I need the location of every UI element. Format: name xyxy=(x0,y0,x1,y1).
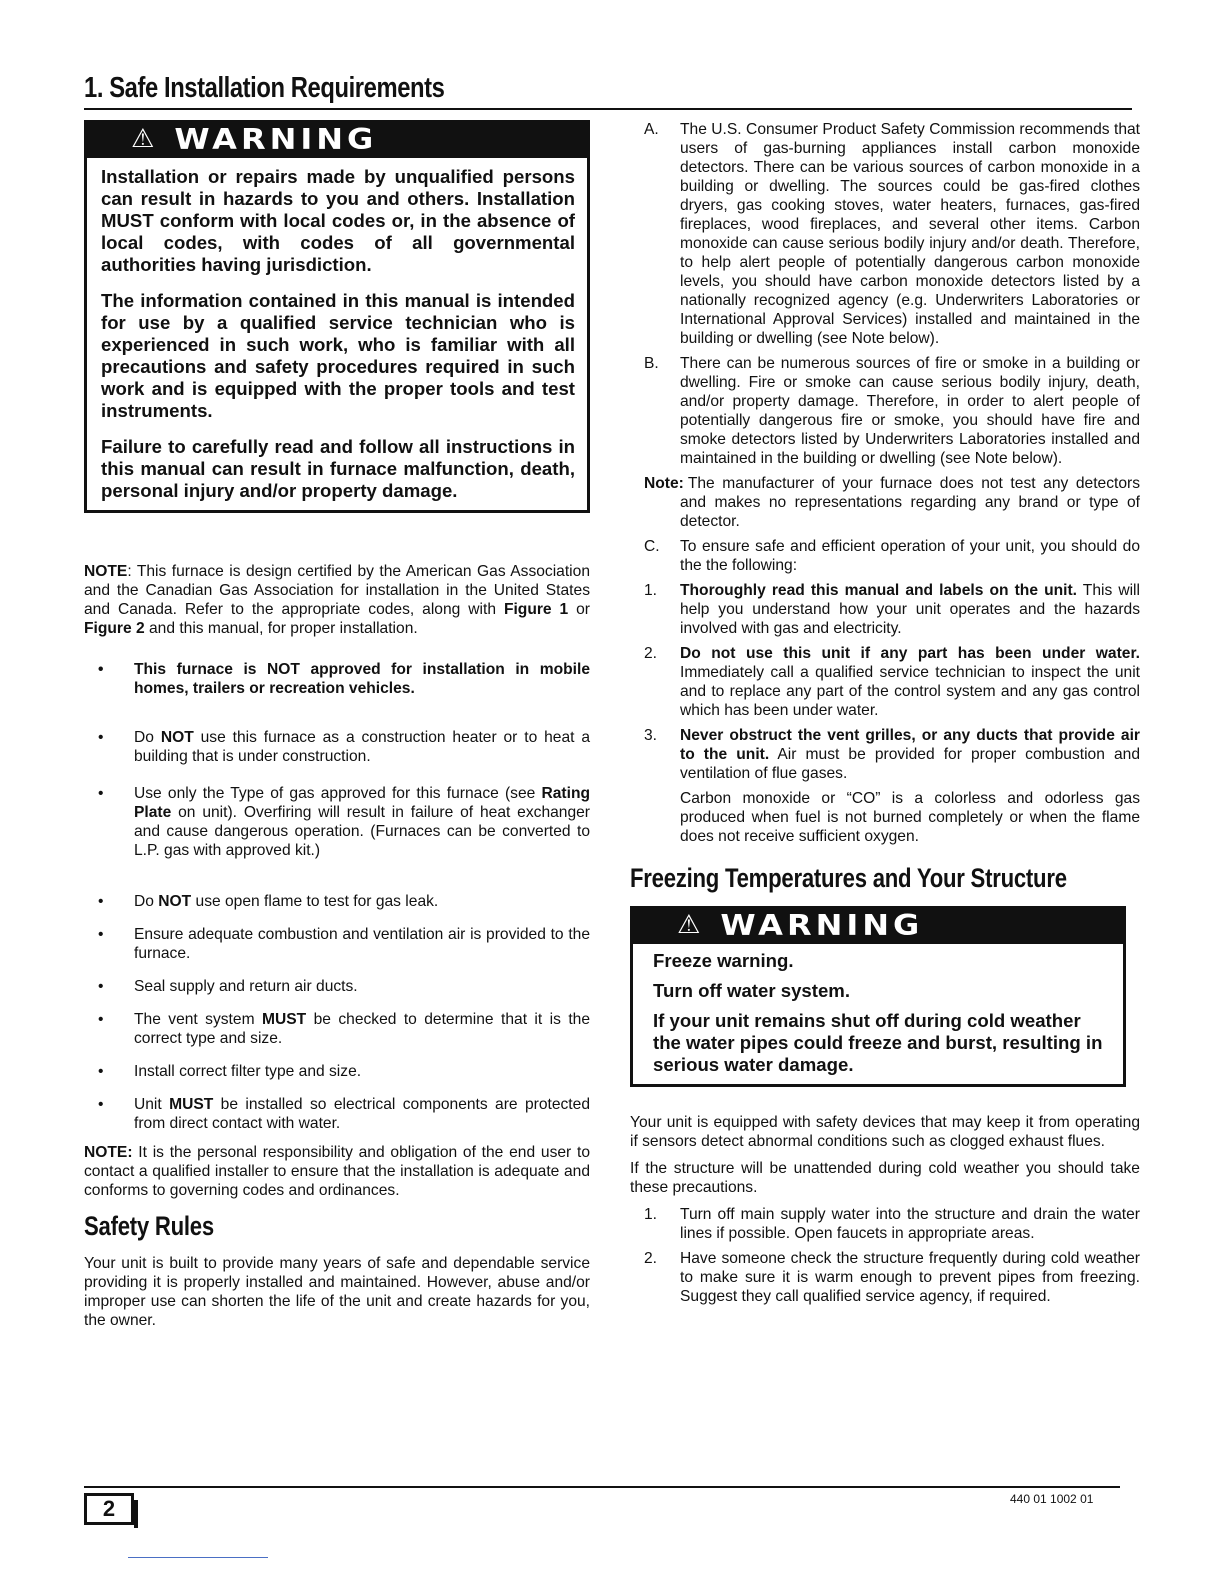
requirements-list xyxy=(84,660,590,1133)
page-number: 2 xyxy=(84,1493,134,1525)
list-item: B. There can be numerous sources of fire or smoke in a building or dwelling. Fire or smoke can cause serious bodily injury, death, and/or property damage. Therefore, in order to alert people of potentially dangerous fire or smoke, you should have fire and smoke detectors listed by Underwriters Laboratories installed and maintained in the building or dwelling (see Note below). xyxy=(644,355,1140,467)
list-item: • Do NOT use open flame to test for gas leak. xyxy=(98,893,439,910)
safety-rules-heading: Safety Rules xyxy=(84,1211,214,1241)
list-item: 2. Have someone check the structure frequently during cold weather to make sure it is warm enough to prevent pipes from freezing. Suggest they call qualified service agency, if required. xyxy=(644,1250,1140,1305)
warning-line: Freeze warning. xyxy=(653,950,794,971)
divider xyxy=(128,1557,268,1558)
page-title: 1. Safe Installation Requirements xyxy=(84,72,1132,110)
freeze-paragraph: If the structure will be unattended during cold weather you should take these precautions. xyxy=(630,1160,1140,1196)
right-column xyxy=(630,120,1140,1306)
list-item: • Ensure adequate combustion and ventilation air is provided to the furnace. xyxy=(98,926,590,962)
list-item: 2. Do not use this unit if any part has been under water. Immediately call a qualified service technician to inspect the unit and to replace any part of the control system and any gas control which has been under water. xyxy=(644,645,1140,719)
list-item: • Seal supply and return air ducts. xyxy=(98,978,358,995)
footer-rule xyxy=(84,1486,1120,1488)
freeze-warning-box xyxy=(630,906,1126,1087)
detector-note: Note: The manufacturer of your furnace does not test any detectors and makes no representations regarding any brand or type of detector. xyxy=(644,475,1140,530)
document-number: 440 01 1002 01 xyxy=(1010,1492,1094,1506)
warning-paragraph: Installation or repairs made by unqualified persons can result in hazards to you and others. Installation MUST conform with local codes or, in the absence of local codes, with codes of all governmental authorities having jurisdiction. xyxy=(101,166,575,275)
safety-rules-paragraph: Your unit is built to provide many years of safe and dependable service providing it is properly installed and maintained. However, abuse and/or improper use can shorten the life of the unit and create hazards for you, the owner. xyxy=(84,1255,590,1329)
list-item: • The vent system MUST be checked to determine that it is the correct type and size. xyxy=(98,1011,590,1047)
warning-box xyxy=(84,120,590,513)
warning-line: Turn off water system. xyxy=(653,980,850,1001)
warning-banner xyxy=(87,120,587,158)
list-item: A. The U.S. Consumer Product Safety Commission recommends that users of gas-burning appliances install carbon monoxide detectors. There can be various sources of carbon monoxide in a building or dwelling. The sources could be gas-fired clothes dryers, gas cooking stoves, water heaters, furnaces, gas-fired fireplaces, wood fireplaces, and several other items. Carbon monoxide can cause serious bodily injury and/or death. Therefore, to help alert people of potentially dangerous carbon monoxide levels, you should have carbon monoxide detectors listed by a nationally recognized agency (e.g. Underwriters Laboratories or International Approval Services) installed and maintained in the building or dwelling (see Note below). xyxy=(644,121,1140,347)
list-item: • Do NOT use this furnace as a construction heater or to heat a building that is under construction. xyxy=(98,729,590,765)
list-item: • This furnace is NOT approved for installation in mobile homes, trailers or recreation vehicles. xyxy=(98,661,590,697)
note-paragraph: NOTE: It is the personal responsibility and obligation of the end user to contact a qualified installer to ensure that the installation is adequate and conforms to governing codes and ordinances. xyxy=(84,1144,590,1199)
list-item: • Install correct filter type and size. xyxy=(98,1063,362,1080)
list-item: C. To ensure safe and efficient operation of your unit, you should do the the following: xyxy=(644,538,1140,574)
list-item: 1. Turn off main supply water into the structure and drain the water lines if possible. Open faucets in appropriate areas. xyxy=(644,1206,1140,1242)
warning-banner xyxy=(633,906,1123,944)
list-item: • Use only the Type of gas approved for this furnace (see Rating Plate on unit). Overfiring will result in failure of heat exchanger and cause dangerous operation. (Furnaces can be converted to L.P. gas with approved kit.) xyxy=(98,785,590,859)
operation-list xyxy=(630,537,1140,783)
co-paragraph: Carbon monoxide or “CO” is a colorless and odorless gas produced when fuel is not burned completely or when the flame does not receive sufficient oxygen. xyxy=(680,790,1140,845)
list-item: 1. Thoroughly read this manual and labels on the unit. This will help you understand how your unit operates and the hazards involved with gas and electricity. xyxy=(644,582,1140,637)
warning-line: If your unit remains shut off during cold weather the water pipes could freeze and burst, resulting in serious water damage. xyxy=(653,1010,1103,1075)
precautions-list xyxy=(630,1205,1140,1306)
freeze-paragraph: Your unit is equipped with safety devices that may keep it from operating if sensors detect abnormal conditions such as clogged exhaust flues. xyxy=(630,1114,1140,1150)
warning-label: WARNING xyxy=(720,907,924,942)
list-item: • Unit MUST be installed so electrical components are protected from direct contact with water. xyxy=(98,1096,590,1132)
warning-label: WARNING xyxy=(174,121,378,156)
warning-triangle-icon: ⚠ xyxy=(131,123,157,154)
left-column xyxy=(84,120,590,1330)
detector-list xyxy=(630,120,1140,468)
note-paragraph: NOTE: This furnace is design certified by the American Gas Association and the Canadian Gas Association for installation in the United States and Canada. Refer to the appropriate codes, along with Figure 1 or Figure 2 and this manual, for proper installation. xyxy=(84,563,591,637)
list-item: 3. Never obstruct the vent grilles, or any ducts that provide air to the unit. Air must be provided for proper combustion and ventilation of flue gases. xyxy=(644,727,1140,782)
warning-paragraph: Failure to carefully read and follow all instructions in this manual can result in furnace malfunction, death, personal injury and/or property damage. xyxy=(101,436,575,501)
warning-paragraph: The information contained in this manual is intended for use by a qualified service technician who is experienced in such work, who is familiar with all precautions and safety procedures required in such work and is equipped with the proper tools and test instruments. xyxy=(101,290,575,421)
warning-triangle-icon: ⚠ xyxy=(677,909,703,940)
freezing-heading: Freezing Temperatures and Your Structure xyxy=(630,863,1067,893)
